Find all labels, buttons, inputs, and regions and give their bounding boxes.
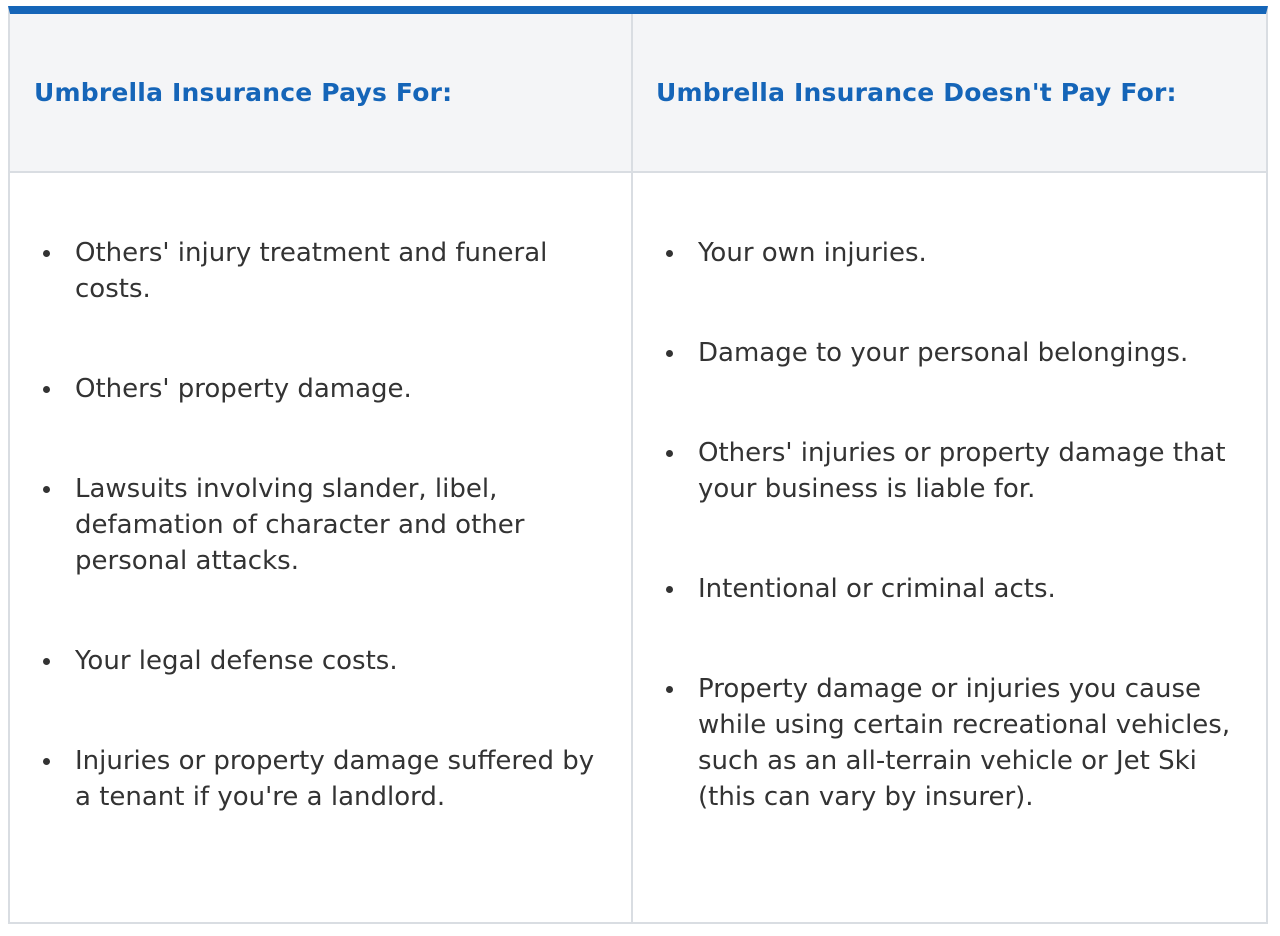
list-item [40,471,600,579]
bullet-icon [43,658,50,665]
list-item [40,235,600,307]
bullet-icon [666,686,673,693]
list-item [40,643,600,679]
list-item-text: Others' injury treatment and funeral costs. [75,238,548,304]
list-item-text: Others' injuries or property damage that your business is liable for. [698,438,1226,504]
list-item-text: Damage to your personal belongings. [698,338,1189,368]
bullet-icon [43,386,50,393]
bullet-icon [666,350,673,357]
pays-for-list [40,235,600,879]
bullet-icon [666,586,673,593]
doesnt-pay-for-list [663,235,1243,879]
list-item-text: Injuries or property damage suffered by a tenant if you're a landlord. [75,746,595,812]
coverage-table [8,6,1268,924]
bullet-icon [43,486,50,493]
list-item-text: Lawsuits involving slander, libel, defamation of character and other personal attacks. [75,474,525,576]
list-item-text: Property damage or injuries you cause while using certain recreational vehicles, such as an all-terrain vehicle or Jet Ski (this can vary by insurer). [698,674,1231,812]
table-header-row [10,14,1266,173]
list-item [663,435,1243,507]
list-item [40,743,600,815]
list-item-text: Your own injuries. [698,238,927,268]
list-item [40,371,600,407]
list-item-text: Your legal defense costs. [75,646,398,676]
list-item [663,235,1243,271]
bullet-icon [666,250,673,257]
list-item [663,335,1243,371]
bullet-icon [43,758,50,765]
list-item [663,671,1243,815]
list-item-text: Intentional or criminal acts. [698,574,1056,604]
list-item [663,571,1243,607]
column-divider [631,14,633,922]
header-pays-for: Umbrella Insurance Pays For: [34,78,453,107]
header-doesnt-pay-for: Umbrella Insurance Doesn't Pay For: [656,78,1177,107]
list-item-text: Others' property damage. [75,374,412,404]
bullet-icon [43,250,50,257]
bullet-icon [666,450,673,457]
